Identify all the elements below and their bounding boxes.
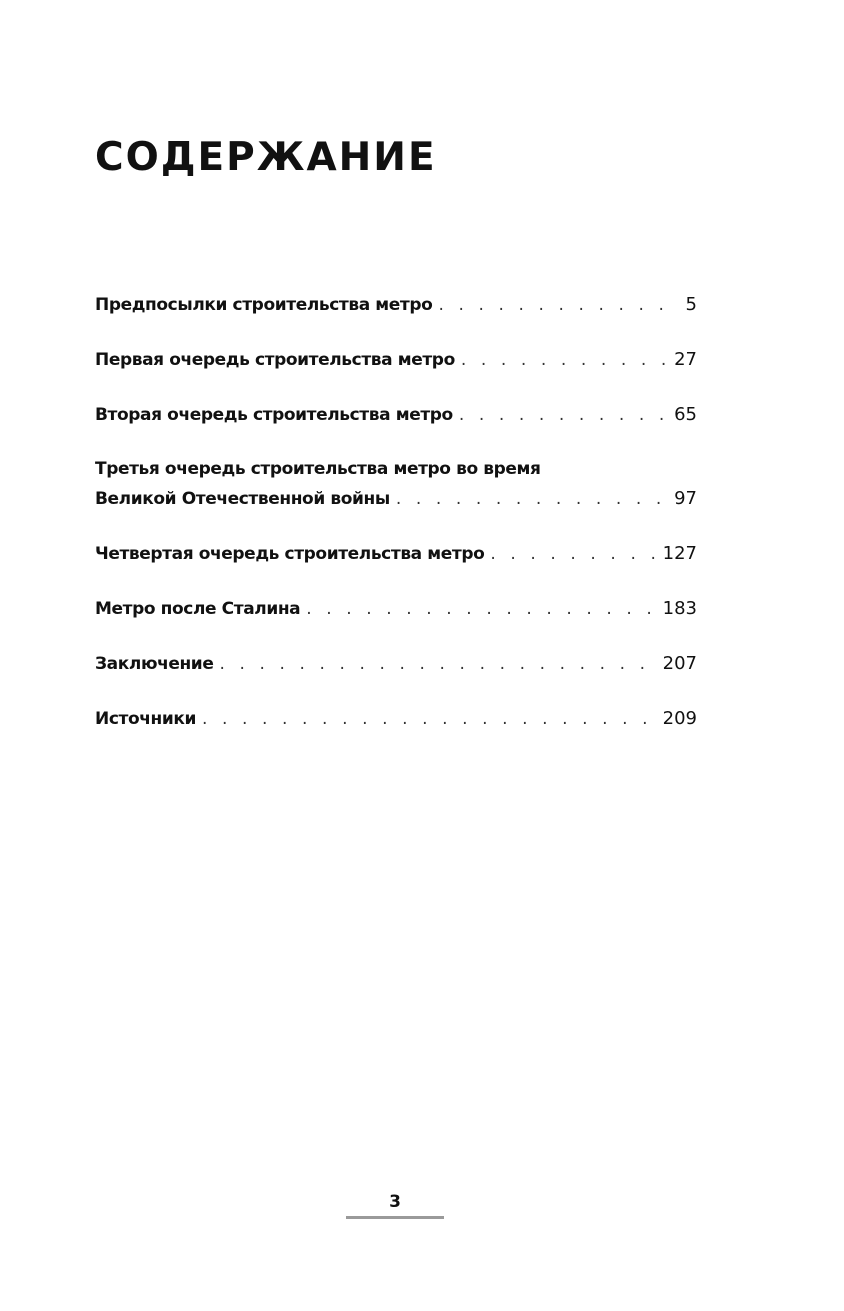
toc-entry[interactable] [95, 594, 697, 624]
footer-rule [346, 1216, 444, 1219]
toc-page-number: 97 [674, 488, 697, 509]
page-number: 3 [389, 1192, 401, 1212]
toc-page-number: 27 [674, 349, 697, 370]
toc-entry-title-line-1: Третья очередь строительства метро во время [95, 459, 541, 479]
toc-entry-title: Предпосылки строительства метро [95, 295, 433, 315]
dot-leader [438, 291, 679, 320]
toc-entry-title: Источники [95, 709, 197, 729]
toc-page-number: 209 [662, 708, 697, 729]
toc-entry[interactable] [95, 400, 697, 430]
toc-page-number: 5 [685, 294, 697, 315]
table-of-contents [95, 290, 697, 759]
toc-entry-title-line-2: Великой Отечественной войны [95, 489, 390, 509]
dot-leader [461, 346, 668, 375]
toc-entry[interactable] [95, 345, 697, 375]
dot-leader [396, 485, 668, 514]
dot-leader [490, 540, 656, 569]
toc-page-number: 183 [662, 598, 697, 619]
dot-leader [459, 401, 668, 430]
toc-entry[interactable] [95, 455, 697, 514]
toc-entry-title: Вторая очередь строительства метро [95, 405, 453, 425]
toc-entry[interactable] [95, 290, 697, 320]
toc-entry-title: Четвертая очередь строительства метро [95, 544, 485, 564]
toc-page-number: 65 [674, 404, 697, 425]
toc-entry[interactable] [95, 649, 697, 679]
toc-page-number: 127 [662, 543, 697, 564]
dot-leader [306, 595, 656, 624]
page-title: СОДЕРЖАНИЕ [95, 135, 437, 180]
dot-leader [202, 705, 657, 734]
toc-entry[interactable] [95, 704, 697, 734]
dot-leader [219, 650, 656, 679]
toc-entry-title: Метро после Сталина [95, 599, 301, 619]
toc-entry[interactable] [95, 539, 697, 569]
toc-entry-title: Заключение [95, 654, 214, 674]
toc-entry-title: Первая очередь строительства метро [95, 350, 455, 370]
toc-page-number: 207 [662, 653, 697, 674]
page-footer [346, 1190, 444, 1219]
